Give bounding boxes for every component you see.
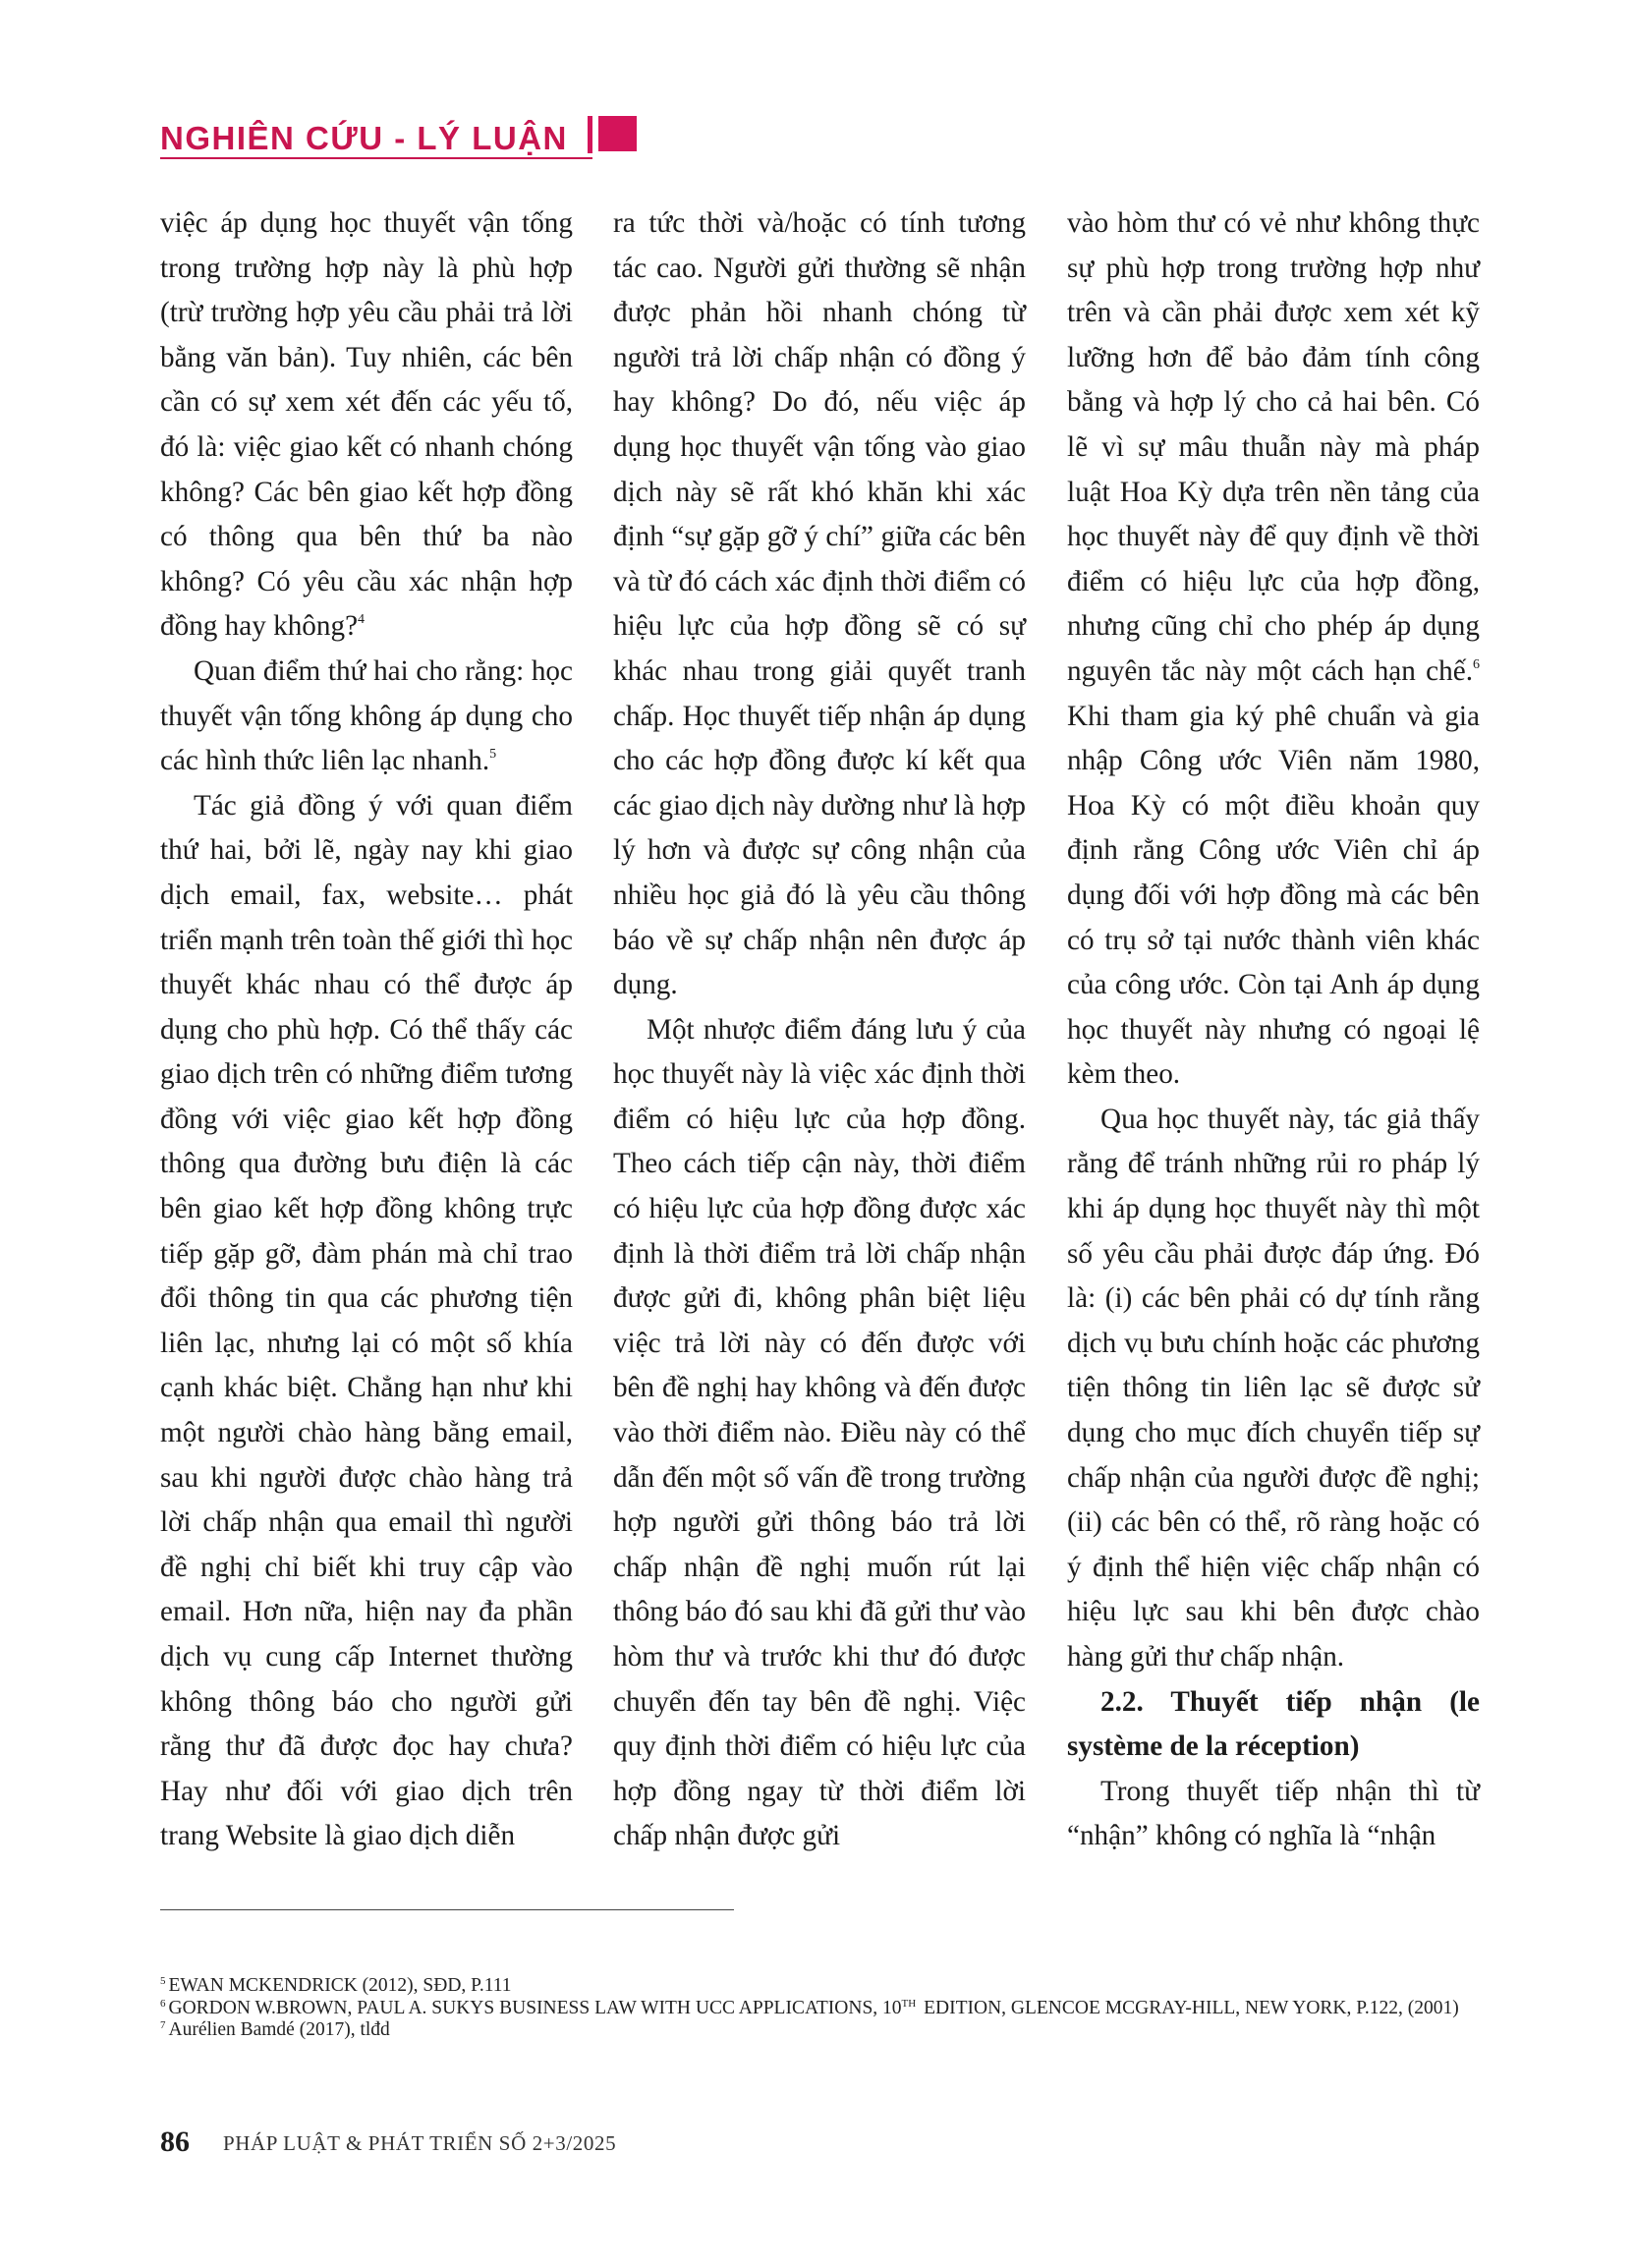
footnote-text: EWAN MCKENDRICK (2012), SĐD, P.111: [168, 1975, 512, 1996]
paragraph-text: việc áp dụng học thuyết vận tống trong trường hợp này là phù hợp (trừ trường hợp yêu cầu phải trả lời bằng văn bản). Tuy nhiên, các bên cần có sự xem xét đến các yếu tố, đó là: việc giao kết có nhanh chóng không? Các bên giao kết hợp đồng có thông qua bên thứ ba nào không? Có yêu cầu xác nhận hợp đồng hay không?: [160, 207, 573, 643]
footnote: [160, 2019, 1487, 2041]
page-footer: [160, 2126, 1044, 2161]
page-number: 86: [160, 2126, 190, 2158]
footnote-number: 7: [160, 2019, 166, 2031]
footnote-ref: 5: [489, 747, 497, 763]
paragraph: ra tức thời và/hoặc có tính tương tác cao. Người gửi thường sẽ nhận được phản hồi nhanh chóng từ người trả lời chấp nhận có đồng ý hay không? Do đó, nếu việc áp dụng học thuyết vận tống vào giao dịch này sẽ rất khó khăn khi xác định “sự gặp gỡ ý chí” giữa các bên và từ đó cách xác định thời điểm có hiệu lực của hợp đồng sẽ có sự khác nhau trong giải quyết tranh chấp. Học thuyết tiếp nhận áp dụng cho các hợp đồng được kí kết qua các giao dịch này dường như là hợp lý hơn và được sự công nhận của nhiều học giả đó là yêu cầu thông báo về sự chấp nhận nên được áp dụng.: [613, 207, 1026, 1001]
header-accent-block: [598, 116, 637, 151]
footnote-text: Aurélien Bamdé (2017), tlđd: [168, 2019, 390, 2040]
footnote-text: EDITION, GLENCOE MCGRAY-HILL, NEW YORK, P.122, (2001): [919, 1997, 1459, 2018]
paragraph: Tác giả đồng ý với quan điểm thứ hai, bởi lẽ, ngày nay khi giao dịch email, fax, website… phát triển mạnh trên toàn thế giới thì học thuyết khác nhau có thể được áp dụng cho phù hợp. Có thể thấy các giao dịch trên có những điểm tương đồng với việc giao kết hợp đồng thông qua đường bưu điện là các bên giao kết hợp đồng không trực tiếp gặp gỡ, đàm phán mà chỉ trao đổi thông tin qua các phương tiện liên lạc, nhưng lại có một số khía cạnh khác biệt. Chẳng hạn như khi một người chào hàng bằng email, sau khi người được chào hàng trả lời chấp nhận qua email thì người đề nghị chỉ biết khi truy cập vào email. Hơn nữa, hiện nay đa phần dịch vụ cung cấp Internet thường không thông báo cho người gửi rằng thư đã được đọc hay chưa? Hay như đối với giao dịch trên trang Website là giao dịch diễn: [160, 789, 573, 1852]
text-column-2: [613, 201, 1026, 1859]
footnote-number: 6: [160, 1997, 166, 2010]
paragraph: Một nhược điểm đáng lưu ý của học thuyết này là việc xác định thời điểm có hiệu lực của hợp đồng. Theo cách tiếp cận này, thời điểm có hiệu lực của hợp đồng được xác định là thời điểm trả lời chấp nhận được gửi đi, không phân biệt liệu việc trả lời này có đến được với bên đề nghị hay không và đến được vào thời điểm nào. Điều này có thể dẫn đến một số vấn đề trong trường hợp người gửi thông báo trả lời chấp nhận đề nghị muốn rút lại thông báo đó sau khi đã gửi thư vào hòm thư và trước khi thư đó được chuyển đến tay bên đề nghị. Việc quy định thời điểm có hiệu lực của hợp đồng ngay từ thời điểm lời chấp nhận được gửi: [613, 1013, 1026, 1852]
ordinal-suffix: TH: [901, 1997, 917, 2010]
footnote-ref: 4: [358, 612, 366, 628]
section-header: [160, 116, 651, 163]
footnote: [160, 1998, 1487, 2019]
journal-title: PHÁP LUẬT & PHÁT TRIỂN SỐ 2+3/2025: [223, 2131, 617, 2155]
paragraph: [1067, 201, 1480, 1098]
text-column-3: [1067, 201, 1480, 1859]
section-title: NGHIÊN CỨU - LÝ LUẬN: [160, 120, 568, 156]
footnote-number: 5: [160, 1975, 166, 1987]
footnote-ref: 6: [1473, 656, 1480, 672]
footnote-separator: [160, 1909, 734, 1910]
header-accent-bar: [588, 116, 592, 153]
paragraph: Qua học thuyết này, tác giả thấy rằng để tránh những rủi ro pháp lý khi áp dụng học thuyết này thì một số yêu cầu phải được đáp ứng. Đó là: (i) các bên phải có dự tính rằng dịch vụ bưu chính hoặc các phương tiện thông tin liên lạc sẽ được sử dụng cho mục đích chuyển tiếp sự chấp nhận của người được đề nghị; (ii) các bên có thể, rõ ràng hoặc có ý định thể hiện việc chấp nhận có hiệu lực sau khi bên được chào hàng gửi thư chấp nhận.: [1067, 1103, 1480, 1673]
paragraph: [160, 201, 573, 650]
footnotes: [160, 1975, 1487, 2042]
paragraph-text: vào hòm thư có vẻ như không thực sự phù hợp trong trường hợp như trên và cần phải được xem xét kỹ lưỡng hơn để bảo đảm tính công bằng và hợp lý cho cả hai bên. Có lẽ vì sự mâu thuẫn này mà pháp luật Hoa Kỳ dựa trên nền tảng của học thuyết này để quy định về thời điểm có hiệu lực của hợp đồng, nhưng cũng chỉ cho phép áp dụng nguyên tắc này một cách hạn chế.: [1067, 207, 1480, 687]
paragraph: Trong thuyết tiếp nhận thì từ “nhận” không có nghĩa là “nhận: [1067, 1775, 1480, 1852]
footnote: [160, 1975, 1487, 1997]
paragraph: [160, 650, 573, 784]
paragraph-text: Quan điểm thứ hai cho rằng: học thuyết vận tống không áp dụng cho các hình thức liên lạc nhanh.: [160, 654, 573, 777]
header-underline: [160, 157, 592, 159]
section-subheading: 2.2. Thuyết tiếp nhận (le système de la réception): [1067, 1685, 1480, 1763]
paragraph-text: Khi tham gia ký phê chuẩn và gia nhập Công ước Viên năm 1980, Hoa Kỳ có một điều khoản quy định rằng Công ước Viên chỉ áp dụng đối với hợp đồng mà các bên có trụ sở tại nước thành viên khác của công ước. Còn tại Anh áp dụng học thuyết này nhưng có ngoại lệ kèm theo.: [1067, 700, 1480, 1091]
text-column-1: [160, 201, 573, 1859]
footnote-text: GORDON W.BROWN, PAUL A. SUKYS BUSINESS LAW WITH UCC APPLICATIONS, 10: [168, 1997, 902, 2018]
